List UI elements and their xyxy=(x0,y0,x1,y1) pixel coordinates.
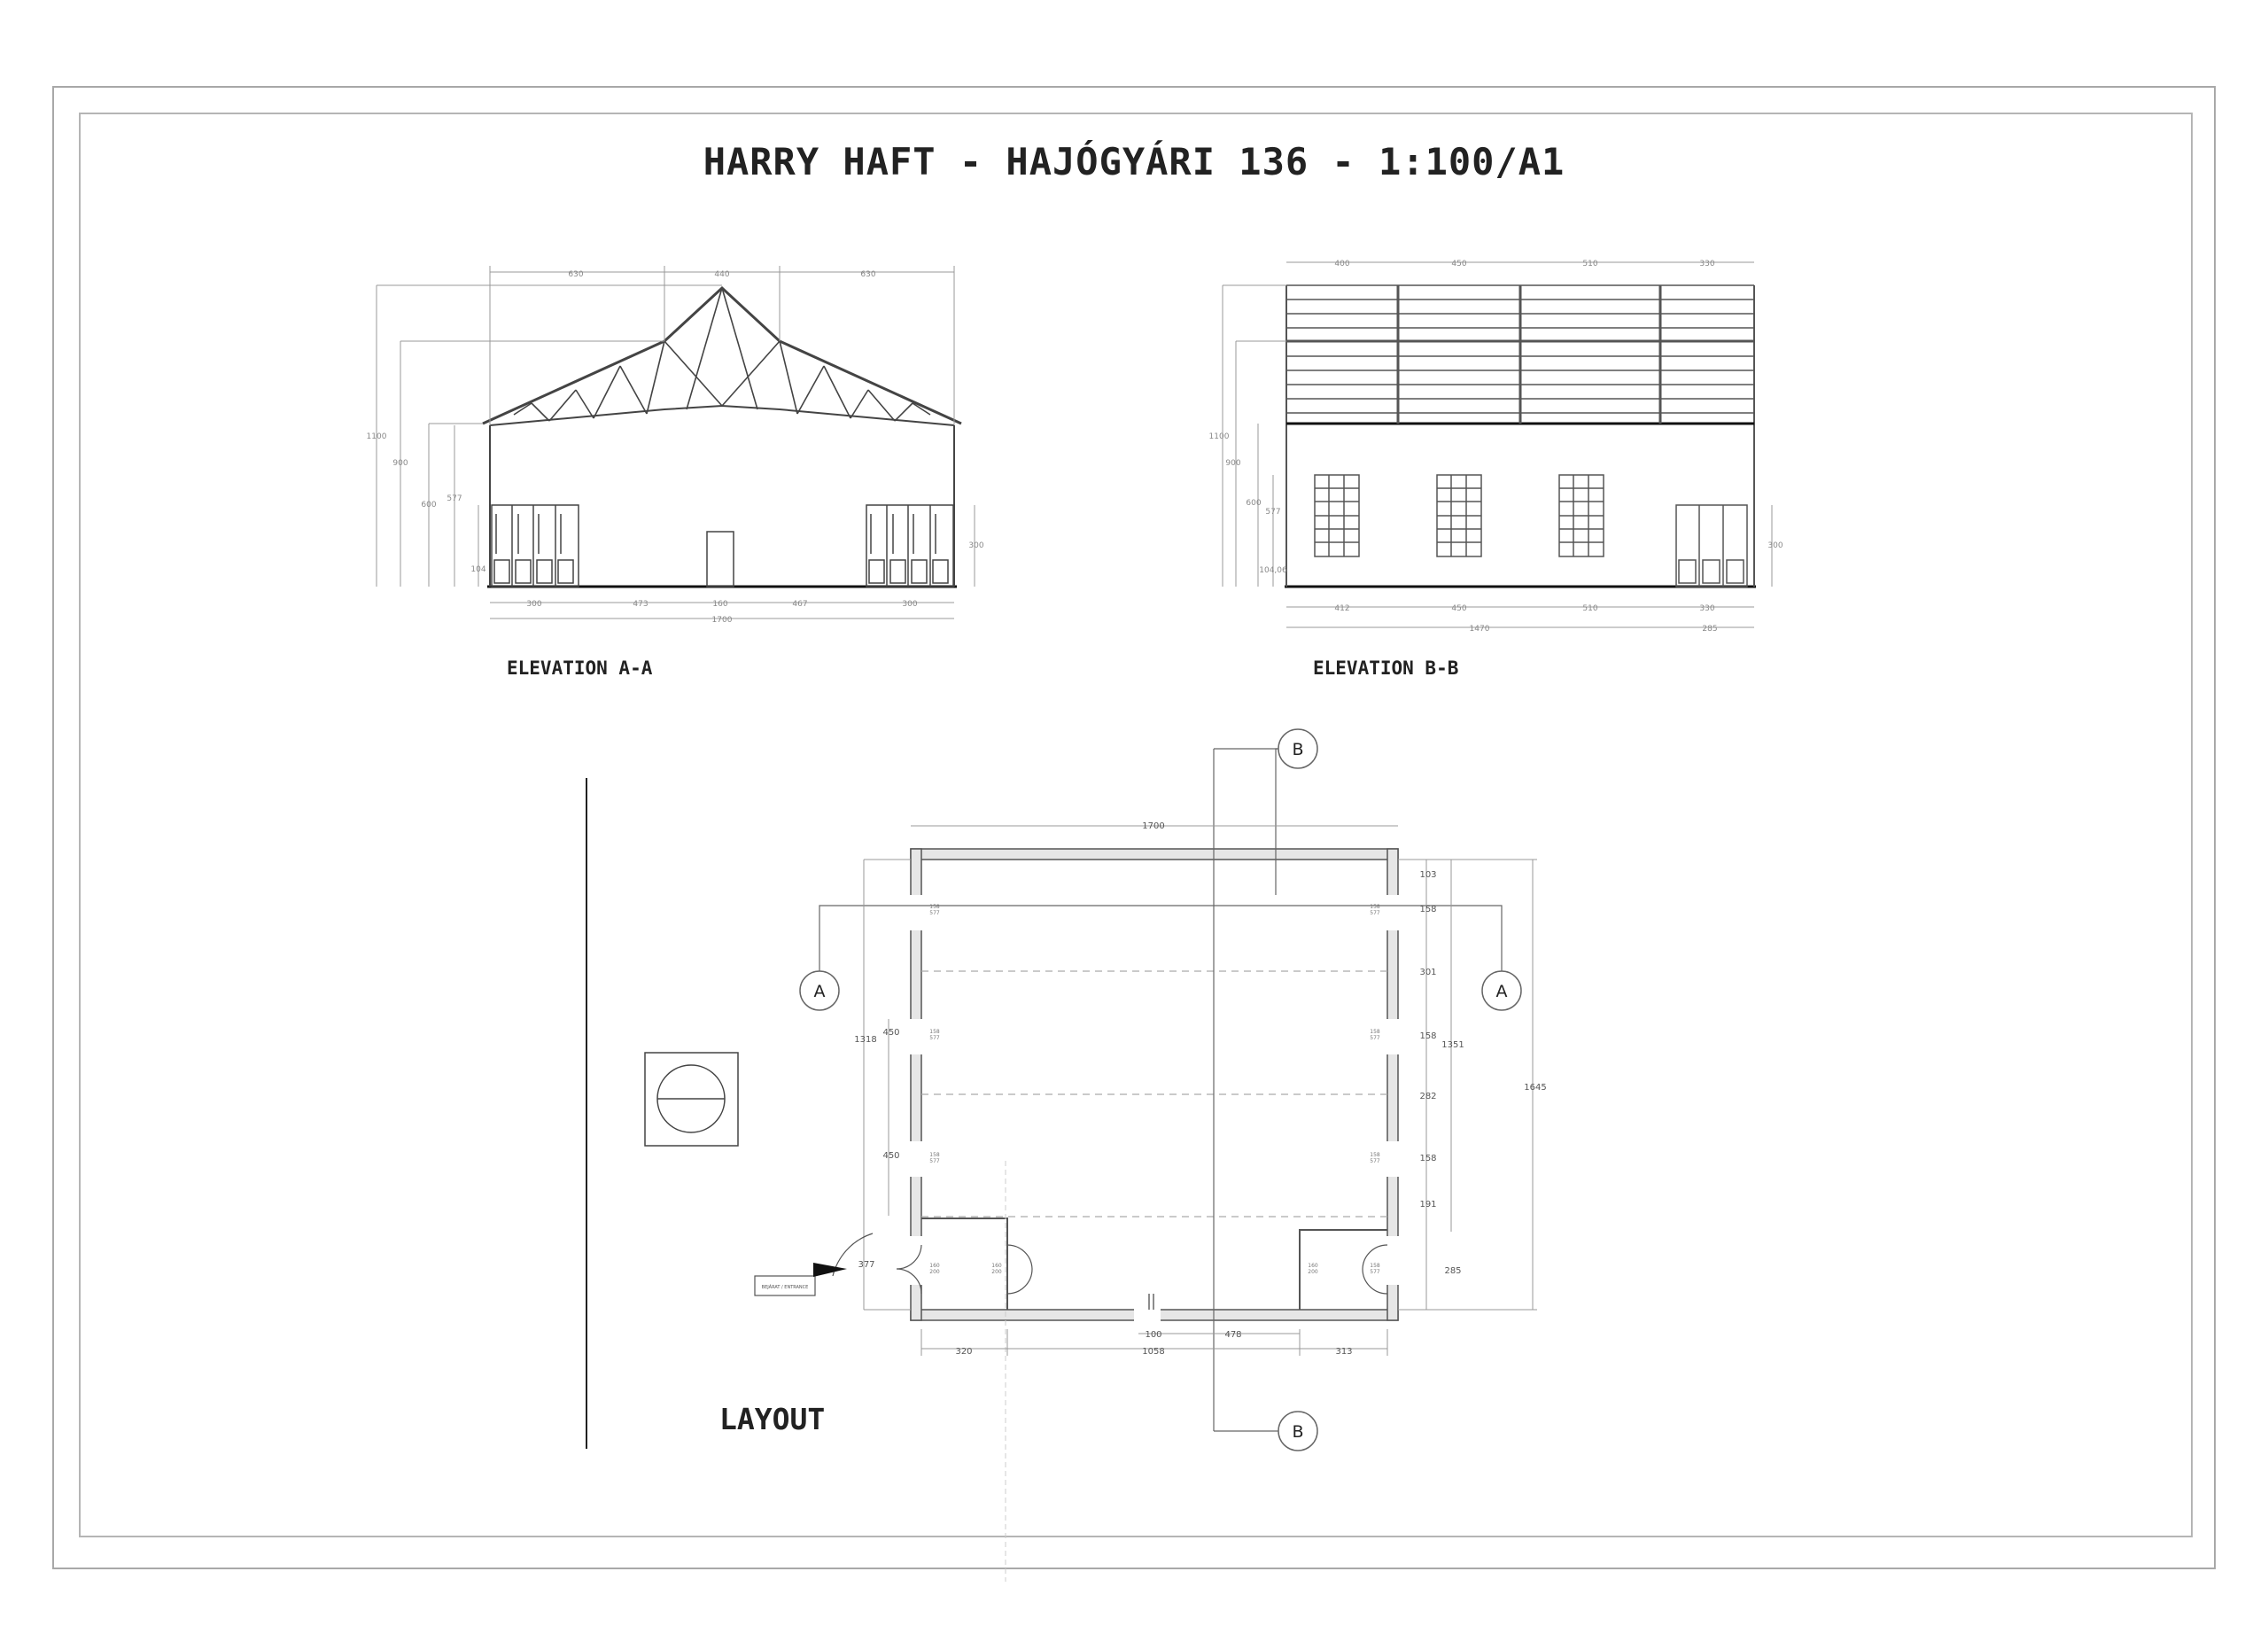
elev-a-bottom-dim-1: 300 xyxy=(526,600,542,609)
layout-left-dim-2: 450 xyxy=(882,1028,900,1038)
section-marker-b-bottom xyxy=(1278,1412,1317,1451)
elev-a-bottom-dim-5: 300 xyxy=(902,600,918,609)
layout-left-dim-4: 377 xyxy=(858,1260,875,1270)
inner-frame xyxy=(80,113,2192,1537)
elevation-a-drawing xyxy=(377,266,975,619)
layout-left-dim-1: 1318 xyxy=(854,1035,877,1045)
layout-inner-dim-1: 100 xyxy=(1145,1330,1162,1340)
svg-text:200: 200 xyxy=(991,1269,1002,1275)
elev-b-top-dim-3: 510 xyxy=(1582,260,1598,268)
svg-text:158: 158 xyxy=(1370,1263,1380,1269)
elev-b-height-dim-4: 577 xyxy=(1265,508,1281,517)
svg-text:577: 577 xyxy=(1370,910,1380,916)
elev-a-door-dim: 300 xyxy=(968,541,984,550)
svg-text:577: 577 xyxy=(929,1035,940,1041)
elev-b-height-dim-2: 900 xyxy=(1225,459,1241,468)
layout-label: LAYOUT xyxy=(719,1402,826,1436)
elevation-b-drawing xyxy=(1223,262,1772,627)
elev-b-overall-right: 285 xyxy=(1702,625,1718,634)
entrance-tag-text: BEJÁRAT / ENTRANCE xyxy=(761,1285,809,1290)
svg-text:577: 577 xyxy=(929,910,940,916)
elev-b-overall-left: 1470 xyxy=(1469,625,1490,634)
layout-right-dim-8: 285 xyxy=(1444,1266,1462,1276)
elevation-b-label: ELEVATION B-B xyxy=(1313,657,1459,679)
layout-right-total-2: 1645 xyxy=(1524,1083,1547,1093)
elev-a-height-dim-4: 577 xyxy=(447,494,462,503)
elev-a-top-dim-3: 630 xyxy=(860,270,876,279)
elev-a-height-dim-1: 1100 xyxy=(366,432,387,441)
layout-right-dim-6: 158 xyxy=(1419,1154,1437,1163)
section-marker-a-left xyxy=(800,971,839,1010)
section-marker-a-right xyxy=(1482,971,1521,1010)
layout-window-tags xyxy=(929,904,1380,1275)
compass-icon xyxy=(645,1053,738,1146)
svg-text:160: 160 xyxy=(1308,1263,1318,1269)
svg-text:158: 158 xyxy=(929,1029,940,1035)
svg-text:A: A xyxy=(813,982,826,1001)
svg-text:158: 158 xyxy=(1370,1029,1380,1035)
elev-b-height-dim-1: 1100 xyxy=(1208,432,1230,441)
drawing-title: HARRY HAFT - HAJÓGYÁRI 136 - 1:100/A1 xyxy=(703,140,1565,183)
svg-text:158: 158 xyxy=(1370,904,1380,910)
elev-b-bottom-dim-3: 510 xyxy=(1582,604,1598,613)
layout-inner-dim-2: 478 xyxy=(1224,1330,1242,1340)
svg-text:577: 577 xyxy=(1370,1035,1380,1041)
elev-a-bottom-dim-2: 473 xyxy=(633,600,649,609)
elev-b-bottom-dim-1: 412 xyxy=(1334,604,1350,613)
svg-text:160: 160 xyxy=(991,1263,1002,1269)
elev-a-bottom-dim-4: 467 xyxy=(792,600,808,609)
layout-right-dim-7: 191 xyxy=(1419,1200,1437,1210)
svg-text:200: 200 xyxy=(929,1269,940,1275)
layout-bottom-dim-1: 320 xyxy=(955,1347,973,1357)
elev-b-bottom-dim-2: 450 xyxy=(1451,604,1467,613)
elev-b-height-dim-5: 104,06 xyxy=(1259,566,1287,575)
svg-text:577: 577 xyxy=(1370,1269,1380,1275)
layout-right-total-1: 1351 xyxy=(1441,1040,1464,1050)
elev-a-height-dim-2: 900 xyxy=(392,459,408,468)
elev-a-bottom-dim-3: 160 xyxy=(712,600,728,609)
layout-dimension-labels xyxy=(854,821,1546,1357)
layout-bottom-dim-3: 313 xyxy=(1335,1347,1353,1357)
svg-text:B: B xyxy=(1292,740,1304,759)
elevation-a-label: ELEVATION A-A xyxy=(507,657,653,679)
svg-text:200: 200 xyxy=(1308,1269,1318,1275)
svg-text:A: A xyxy=(1495,982,1508,1001)
svg-text:158: 158 xyxy=(1370,1152,1380,1158)
elev-b-top-dim-1: 400 xyxy=(1334,260,1350,268)
layout-bottom-dim-2: 1058 xyxy=(1142,1347,1165,1357)
elev-a-overall-dim: 1700 xyxy=(711,616,733,625)
outer-frame xyxy=(53,87,2215,1568)
svg-text:577: 577 xyxy=(1370,1158,1380,1164)
elev-a-height-dim-3: 600 xyxy=(421,501,437,510)
layout-right-dim-2: 158 xyxy=(1419,905,1437,914)
svg-text:577: 577 xyxy=(929,1158,940,1164)
layout-right-dim-1: 103 xyxy=(1419,870,1437,880)
svg-text:158: 158 xyxy=(929,1152,940,1158)
elev-b-top-dim-4: 330 xyxy=(1699,260,1715,268)
layout-left-dim-3: 450 xyxy=(882,1151,900,1161)
elev-a-top-dim-2: 440 xyxy=(714,270,730,279)
svg-text:158: 158 xyxy=(929,904,940,910)
elev-b-bottom-dim-4: 330 xyxy=(1699,604,1715,613)
layout-right-dim-3: 301 xyxy=(1419,968,1437,977)
elev-b-height-dim-3: 600 xyxy=(1246,499,1262,508)
elev-b-door-dim: 300 xyxy=(1767,541,1783,550)
svg-text:B: B xyxy=(1292,1422,1304,1442)
elev-a-height-dim-5: 104 xyxy=(470,565,486,574)
section-marker-b-top xyxy=(1278,729,1317,768)
elevation-b-dimension-labels xyxy=(1209,260,1783,634)
elev-b-top-dim-2: 450 xyxy=(1451,260,1467,268)
svg-text:160: 160 xyxy=(929,1263,940,1269)
layout-overall-top: 1700 xyxy=(1142,821,1165,831)
elev-a-top-dim-1: 630 xyxy=(568,270,584,279)
layout-right-dim-5: 282 xyxy=(1419,1092,1437,1101)
layout-right-dim-4: 158 xyxy=(1419,1031,1437,1041)
elevation-a-dimension-labels xyxy=(367,270,984,625)
